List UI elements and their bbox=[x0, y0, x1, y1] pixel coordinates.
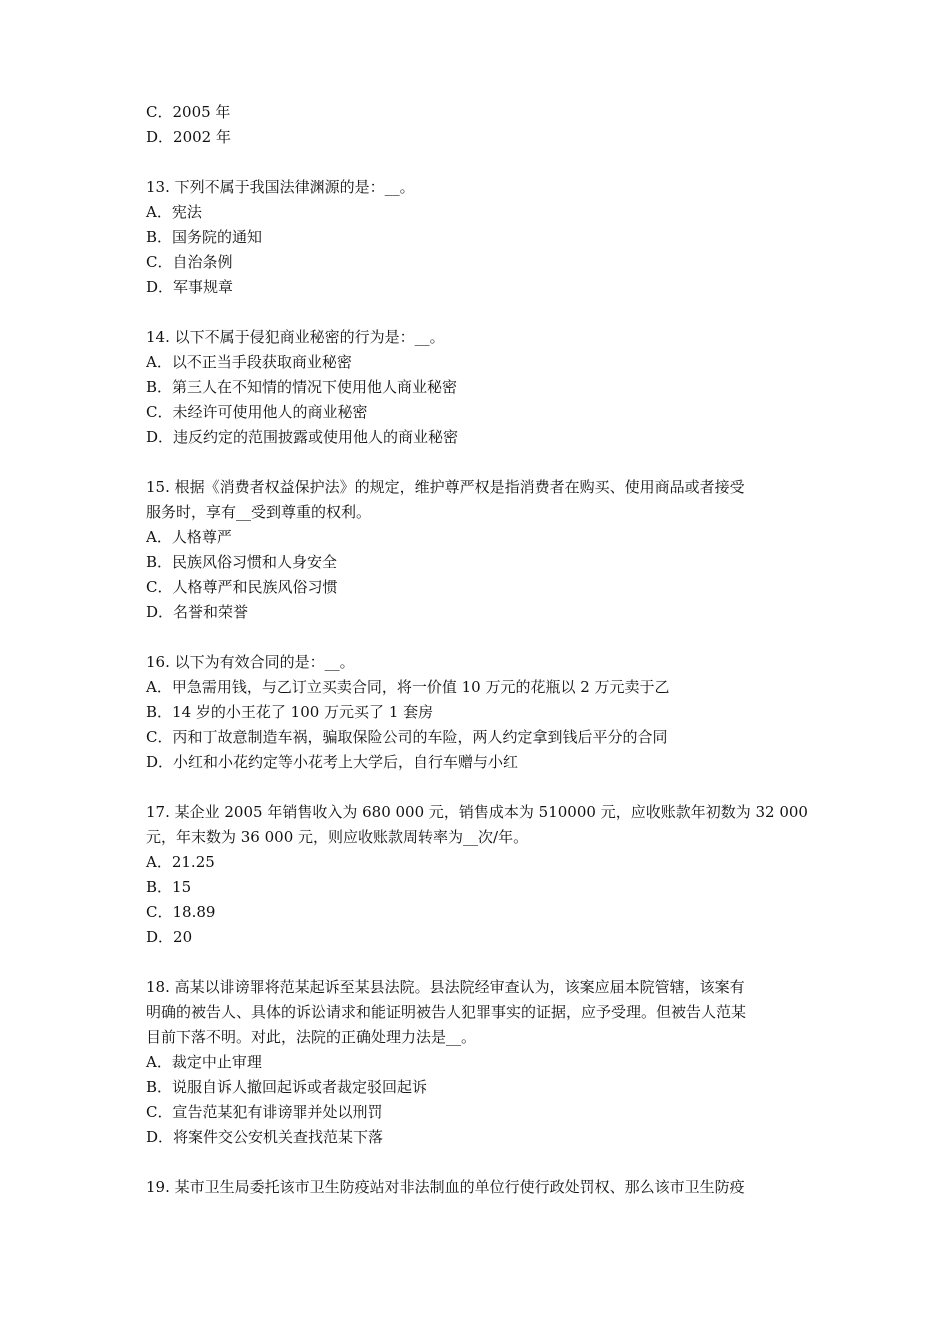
q14-option-b: B．第三人在不知情的情况下使用他人商业秘密 bbox=[146, 378, 458, 396]
q15-option-c: C．人格尊严和民族风俗习惯 bbox=[146, 578, 338, 596]
q13-option-b: B．国务院的通知 bbox=[146, 228, 263, 246]
q14-option-c: C．未经许可使用他人的商业秘密 bbox=[146, 403, 368, 421]
question-18: 18. 高某以诽谤罪将范某起诉至某县法院。县法院经审查认为，该案应届本院管辖，该案有 bbox=[146, 978, 745, 996]
q15-option-d: D．名誉和荣誉 bbox=[146, 603, 249, 621]
q17-option-d: D．20 bbox=[146, 928, 193, 946]
q18-option-a: A．裁定中止审理 bbox=[146, 1053, 262, 1071]
q18-option-b: B．说服自诉人撤回起诉或者裁定驳回起诉 bbox=[146, 1078, 428, 1096]
question-13: 13. 下列不属于我国法律渊源的是：__。 bbox=[146, 178, 415, 196]
q14-option-d: D．违反约定的范围披露或使用他人的商业秘密 bbox=[146, 428, 459, 446]
q18-option-d: D．将案件交公安机关查找范某下落 bbox=[146, 1128, 384, 1146]
question-17: 17. 某企业 2005 年销售收入为 680 000 元，销售成本为 510000 元，应收账款年初数为 32 000 bbox=[146, 803, 808, 821]
q17-option-c: C．18.89 bbox=[146, 903, 216, 921]
question-17-cont: 元，年末数为 36 000 元，则应收账款周转率为__次/年。 bbox=[146, 828, 529, 846]
q13-option-d: D．军事规章 bbox=[146, 278, 234, 296]
question-19: 19. 某市卫生局委托该市卫生防疫站对非法制血的单位行使行政处罚权、那么该市卫生防疫 bbox=[146, 1178, 745, 1196]
option-c-prev: C．2005 年 bbox=[146, 103, 231, 121]
q13-option-a: A．宪法 bbox=[146, 203, 202, 221]
option-d-prev: D．2002 年 bbox=[146, 128, 231, 146]
q13-option-c: C．自治条例 bbox=[146, 253, 233, 271]
question-16: 16. 以下为有效合同的是：__。 bbox=[146, 653, 355, 671]
question-15-cont: 服务时，享有__受到尊重的权利。 bbox=[146, 503, 372, 521]
q14-option-a: A．以不正当手段获取商业秘密 bbox=[146, 353, 352, 371]
q15-option-b: B．民族风俗习惯和人身安全 bbox=[146, 553, 338, 571]
question-18-cont-2: 目前下落不明。对此，法院的正确处理力法是__。 bbox=[146, 1028, 477, 1046]
q16-option-c: C．丙和丁故意制造车祸，骗取保险公司的车险，两人约定拿到钱后平分的合同 bbox=[146, 728, 668, 746]
q16-option-a: A．甲急需用钱，与乙订立买卖合同，将一价值 10 万元的花瓶以 2 万元卖于乙 bbox=[146, 678, 670, 696]
q16-option-d: D．小红和小花约定等小花考上大学后，自行车赠与小红 bbox=[146, 753, 519, 771]
q17-option-b: B．15 bbox=[146, 878, 192, 896]
q15-option-a: A．人格尊严 bbox=[146, 528, 232, 546]
q16-option-b: B．14 岁的小王花了 100 万元买了 1 套房 bbox=[146, 703, 434, 721]
q18-option-c: C．宣告范某犯有诽谤罪并处以刑罚 bbox=[146, 1103, 383, 1121]
question-18-cont-1: 明确的被告人、具体的诉讼请求和能证明被告人犯罪事实的证据，应予受理。但被告人范某 bbox=[146, 1003, 747, 1021]
q17-option-a: A．21.25 bbox=[146, 853, 215, 871]
question-15: 15. 根据《消费者权益保护法》的规定，维护尊严权是指消费者在购买、使用商品或者接受 bbox=[146, 478, 745, 496]
question-14: 14. 以下不属于侵犯商业秘密的行为是：__。 bbox=[146, 328, 445, 346]
